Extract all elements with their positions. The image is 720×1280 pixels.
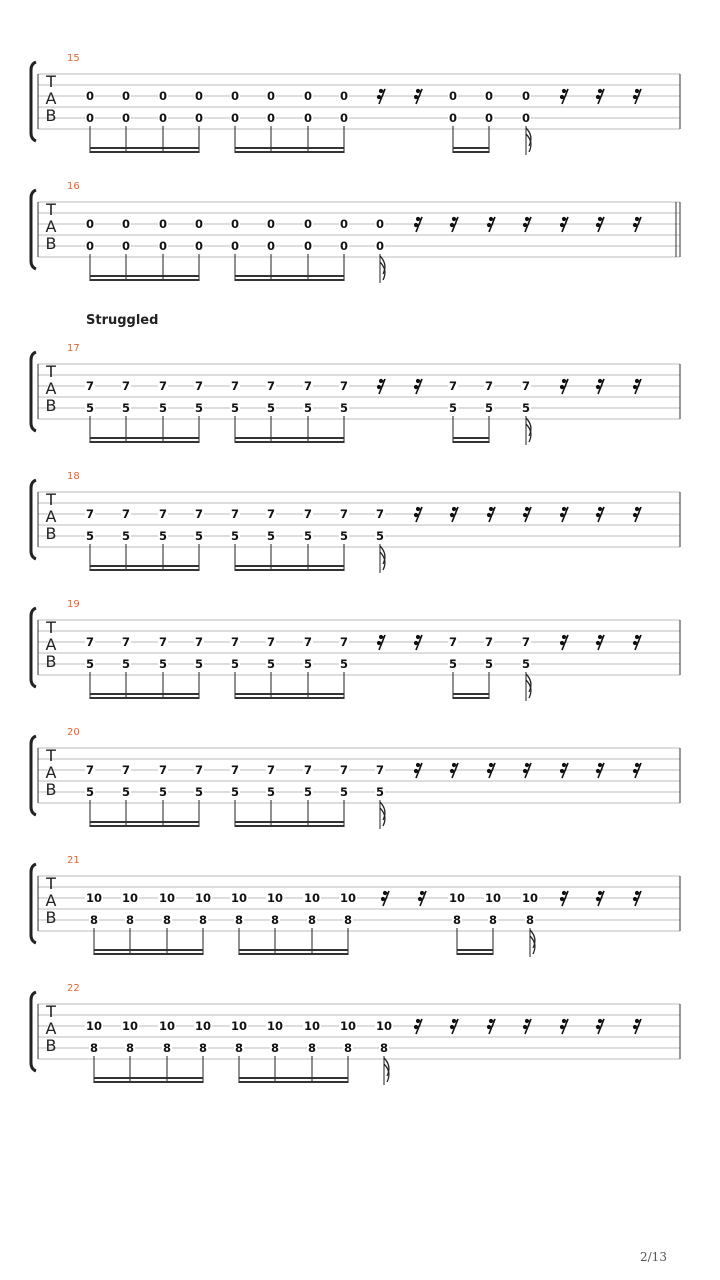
fret-number: 7 bbox=[121, 635, 131, 649]
fret-number: 0 bbox=[484, 111, 494, 125]
fret-number: 8 bbox=[307, 1041, 317, 1055]
fret-number: 0 bbox=[121, 217, 131, 231]
beam-group bbox=[235, 254, 344, 281]
fret-number: 5 bbox=[230, 401, 240, 415]
fret-number: 5 bbox=[121, 657, 131, 671]
fret-number: 0 bbox=[339, 111, 349, 125]
fret-number: 10 bbox=[375, 1019, 393, 1033]
measure-number: 19 bbox=[67, 599, 80, 610]
fret-number: 5 bbox=[85, 785, 95, 799]
fret-number: 8 bbox=[270, 913, 280, 927]
fret-number: 5 bbox=[303, 657, 313, 671]
fret-number: 5 bbox=[303, 529, 313, 543]
fret-number: 7 bbox=[521, 635, 531, 649]
fret-number: 7 bbox=[194, 635, 204, 649]
fret-number: 10 bbox=[194, 891, 212, 905]
fret-number: 5 bbox=[230, 657, 240, 671]
fret-number: 5 bbox=[85, 529, 95, 543]
fret-number: 5 bbox=[194, 401, 204, 415]
system-bracket bbox=[31, 864, 36, 943]
tab-letter-b: B bbox=[45, 908, 57, 927]
tab-letter-t: T bbox=[46, 874, 56, 893]
fret-number: 10 bbox=[448, 891, 466, 905]
tab-letter-t: T bbox=[46, 490, 56, 509]
fret-number: 0 bbox=[230, 239, 240, 253]
fret-number: 0 bbox=[121, 89, 131, 103]
fret-number: 10 bbox=[158, 891, 176, 905]
fret-number: 7 bbox=[448, 379, 458, 393]
fret-number: 10 bbox=[121, 891, 139, 905]
tab-system-19 bbox=[31, 599, 680, 701]
system-bracket bbox=[31, 736, 36, 815]
fret-number: 0 bbox=[158, 111, 168, 125]
fret-number: 10 bbox=[230, 1019, 248, 1033]
fret-number: 10 bbox=[339, 1019, 357, 1033]
beam-group bbox=[94, 1056, 203, 1083]
note-stem-flag bbox=[526, 672, 531, 701]
fret-number: 0 bbox=[266, 111, 276, 125]
fret-number: 0 bbox=[303, 239, 313, 253]
tab-letter-b: B bbox=[45, 106, 57, 125]
fret-number: 10 bbox=[484, 891, 502, 905]
fret-number: 7 bbox=[230, 379, 240, 393]
fret-number: 0 bbox=[448, 89, 458, 103]
fret-number: 7 bbox=[85, 379, 95, 393]
fret-number: 5 bbox=[266, 529, 276, 543]
note-stem-flag bbox=[384, 1056, 389, 1085]
fret-number: 7 bbox=[521, 379, 531, 393]
fret-number: 7 bbox=[121, 379, 131, 393]
fret-number: 0 bbox=[303, 217, 313, 231]
tab-system-16 bbox=[31, 181, 680, 283]
beam-group bbox=[94, 928, 203, 955]
fret-number: 7 bbox=[266, 379, 276, 393]
fret-number: 8 bbox=[452, 913, 462, 927]
fret-number: 5 bbox=[375, 785, 385, 799]
system-bracket bbox=[31, 62, 36, 141]
fret-number: 5 bbox=[121, 401, 131, 415]
fret-number: 0 bbox=[521, 89, 531, 103]
fret-number: 7 bbox=[85, 763, 95, 777]
fret-number: 7 bbox=[230, 763, 240, 777]
fret-number: 5 bbox=[85, 401, 95, 415]
system-bracket bbox=[31, 992, 36, 1071]
beam-group bbox=[453, 416, 489, 443]
fret-number: 0 bbox=[194, 111, 204, 125]
fret-number: 5 bbox=[448, 401, 458, 415]
fret-number: 10 bbox=[303, 891, 321, 905]
fret-number: 7 bbox=[303, 635, 313, 649]
fret-number: 7 bbox=[158, 507, 168, 521]
fret-number: 8 bbox=[270, 1041, 280, 1055]
fret-number: 5 bbox=[521, 657, 531, 671]
fret-number: 8 bbox=[379, 1041, 389, 1055]
fret-number: 7 bbox=[158, 635, 168, 649]
fret-number: 5 bbox=[194, 657, 204, 671]
fret-number: 8 bbox=[234, 913, 244, 927]
fret-number: 0 bbox=[484, 89, 494, 103]
fret-number: 8 bbox=[198, 1041, 208, 1055]
measure-number: 20 bbox=[67, 727, 80, 738]
fret-number: 5 bbox=[230, 785, 240, 799]
fret-number: 8 bbox=[488, 913, 498, 927]
fret-number: 5 bbox=[484, 657, 494, 671]
fret-number: 0 bbox=[85, 239, 95, 253]
note-stem-flag bbox=[526, 126, 531, 155]
measure-number: 16 bbox=[67, 181, 80, 192]
tab-letter-b: B bbox=[45, 652, 57, 671]
tab-letter-a: A bbox=[45, 379, 57, 398]
fret-number: 7 bbox=[266, 763, 276, 777]
tab-letter-a: A bbox=[45, 1019, 57, 1038]
beam-group bbox=[90, 416, 199, 443]
beam-group bbox=[90, 126, 199, 153]
fret-number: 7 bbox=[194, 763, 204, 777]
fret-number: 8 bbox=[343, 1041, 353, 1055]
tab-letter-a: A bbox=[45, 217, 57, 236]
fret-number: 7 bbox=[158, 379, 168, 393]
measure-number: 15 bbox=[67, 53, 80, 64]
fret-number: 5 bbox=[230, 529, 240, 543]
note-stem-flag bbox=[526, 416, 531, 445]
beam-group bbox=[235, 416, 344, 443]
fret-number: 7 bbox=[303, 507, 313, 521]
fret-number: 5 bbox=[266, 657, 276, 671]
fret-number: 7 bbox=[339, 635, 349, 649]
tab-system-21 bbox=[31, 855, 680, 957]
beam-group bbox=[90, 672, 199, 699]
system-bracket bbox=[31, 480, 36, 559]
fret-number: 5 bbox=[339, 401, 349, 415]
fret-number: 5 bbox=[484, 401, 494, 415]
beam-group bbox=[90, 544, 199, 571]
tab-letter-t: T bbox=[46, 1002, 56, 1021]
note-stem-flag bbox=[380, 544, 385, 573]
fret-number: 5 bbox=[303, 401, 313, 415]
fret-number: 7 bbox=[121, 507, 131, 521]
fret-number: 8 bbox=[125, 913, 135, 927]
fret-number: 10 bbox=[194, 1019, 212, 1033]
tab-letter-b: B bbox=[45, 396, 57, 415]
beam-group bbox=[90, 800, 199, 827]
fret-number: 7 bbox=[303, 763, 313, 777]
fret-number: 10 bbox=[521, 891, 539, 905]
tab-letter-b: B bbox=[45, 524, 57, 543]
fret-number: 8 bbox=[525, 913, 535, 927]
fret-number: 7 bbox=[339, 379, 349, 393]
fret-number: 7 bbox=[448, 635, 458, 649]
fret-number: 0 bbox=[230, 217, 240, 231]
measure-number: 17 bbox=[67, 343, 80, 354]
fret-number: 5 bbox=[521, 401, 531, 415]
fret-number: 5 bbox=[303, 785, 313, 799]
fret-number: 0 bbox=[303, 89, 313, 103]
fret-number: 0 bbox=[303, 111, 313, 125]
tab-system-15 bbox=[31, 53, 680, 155]
fret-number: 0 bbox=[521, 111, 531, 125]
note-stem-flag bbox=[380, 800, 385, 829]
fret-number: 0 bbox=[158, 217, 168, 231]
fret-number: 10 bbox=[85, 1019, 103, 1033]
fret-number: 10 bbox=[158, 1019, 176, 1033]
fret-number: 8 bbox=[234, 1041, 244, 1055]
tab-letter-t: T bbox=[46, 746, 56, 765]
fret-number: 0 bbox=[266, 89, 276, 103]
fret-number: 0 bbox=[339, 239, 349, 253]
tab-letter-a: A bbox=[45, 635, 57, 654]
fret-number: 10 bbox=[303, 1019, 321, 1033]
fret-number: 0 bbox=[339, 89, 349, 103]
tab-letter-a: A bbox=[45, 891, 57, 910]
beam-group bbox=[239, 1056, 348, 1083]
fret-number: 7 bbox=[484, 635, 494, 649]
fret-number: 8 bbox=[162, 913, 172, 927]
fret-number: 0 bbox=[194, 89, 204, 103]
fret-number: 7 bbox=[266, 507, 276, 521]
tab-letter-t: T bbox=[46, 72, 56, 91]
fret-number: 0 bbox=[230, 89, 240, 103]
tab-system-22 bbox=[31, 983, 680, 1085]
fret-number: 8 bbox=[307, 913, 317, 927]
fret-number: 5 bbox=[85, 657, 95, 671]
fret-number: 7 bbox=[266, 635, 276, 649]
fret-number: 5 bbox=[339, 785, 349, 799]
fret-number: 8 bbox=[89, 913, 99, 927]
fret-number: 0 bbox=[85, 217, 95, 231]
fret-number: 7 bbox=[375, 763, 385, 777]
tab-letter-t: T bbox=[46, 618, 56, 637]
fret-number: 10 bbox=[339, 891, 357, 905]
fret-number: 8 bbox=[198, 913, 208, 927]
measure-number: 22 bbox=[67, 983, 80, 994]
tab-letter-b: B bbox=[45, 780, 57, 799]
fret-number: 0 bbox=[158, 89, 168, 103]
fret-number: 7 bbox=[339, 507, 349, 521]
fret-number: 7 bbox=[230, 635, 240, 649]
fret-number: 5 bbox=[375, 529, 385, 543]
beam-group bbox=[457, 928, 493, 955]
fret-number: 7 bbox=[375, 507, 385, 521]
fret-number: 10 bbox=[266, 1019, 284, 1033]
fret-number: 0 bbox=[448, 111, 458, 125]
fret-number: 5 bbox=[266, 401, 276, 415]
fret-number: 7 bbox=[303, 379, 313, 393]
tab-letter-a: A bbox=[45, 763, 57, 782]
fret-number: 8 bbox=[343, 913, 353, 927]
fret-number: 10 bbox=[230, 891, 248, 905]
tab-letter-t: T bbox=[46, 200, 56, 219]
fret-number: 10 bbox=[266, 891, 284, 905]
note-stem-flag bbox=[380, 254, 385, 283]
tab-letter-a: A bbox=[45, 507, 57, 526]
system-bracket bbox=[31, 190, 36, 269]
beam-group bbox=[90, 254, 199, 281]
fret-number: 7 bbox=[85, 507, 95, 521]
fret-number: 7 bbox=[230, 507, 240, 521]
fret-number: 7 bbox=[85, 635, 95, 649]
system-bracket bbox=[31, 352, 36, 431]
fret-number: 8 bbox=[162, 1041, 172, 1055]
fret-number: 0 bbox=[375, 217, 385, 231]
fret-number: 5 bbox=[158, 785, 168, 799]
fret-number: 0 bbox=[158, 239, 168, 253]
fret-number: 0 bbox=[266, 239, 276, 253]
fret-number: 7 bbox=[339, 763, 349, 777]
page-number: 2/13 bbox=[640, 1250, 667, 1264]
fret-number: 5 bbox=[121, 785, 131, 799]
tab-system-17 bbox=[31, 343, 680, 445]
fret-number: 5 bbox=[339, 657, 349, 671]
tab-system-20 bbox=[31, 727, 680, 829]
fret-number: 0 bbox=[266, 217, 276, 231]
fret-number: 5 bbox=[194, 529, 204, 543]
fret-number: 5 bbox=[158, 529, 168, 543]
system-bracket bbox=[31, 608, 36, 687]
fret-number: 5 bbox=[158, 401, 168, 415]
fret-number: 7 bbox=[194, 379, 204, 393]
fret-number: 5 bbox=[121, 529, 131, 543]
beam-group bbox=[235, 126, 344, 153]
fret-number: 5 bbox=[194, 785, 204, 799]
fret-number: 8 bbox=[125, 1041, 135, 1055]
fret-number: 5 bbox=[339, 529, 349, 543]
tab-letter-t: T bbox=[46, 362, 56, 381]
section-label: Struggled bbox=[86, 313, 159, 328]
fret-number: 0 bbox=[194, 217, 204, 231]
measure-number: 18 bbox=[67, 471, 80, 482]
fret-number: 10 bbox=[121, 1019, 139, 1033]
tab-letter-b: B bbox=[45, 1036, 57, 1055]
fret-number: 0 bbox=[339, 217, 349, 231]
measure-number: 21 bbox=[67, 855, 80, 866]
fret-number: 5 bbox=[266, 785, 276, 799]
fret-number: 0 bbox=[121, 111, 131, 125]
note-stem-flag bbox=[530, 928, 535, 957]
beam-group bbox=[453, 672, 489, 699]
fret-number: 8 bbox=[89, 1041, 99, 1055]
fret-number: 0 bbox=[230, 111, 240, 125]
fret-number: 7 bbox=[484, 379, 494, 393]
fret-number: 0 bbox=[85, 89, 95, 103]
fret-number: 0 bbox=[375, 239, 385, 253]
beam-group bbox=[235, 800, 344, 827]
fret-number: 0 bbox=[85, 111, 95, 125]
fret-number: 7 bbox=[194, 507, 204, 521]
fret-number: 10 bbox=[85, 891, 103, 905]
tab-letter-a: A bbox=[45, 89, 57, 108]
tab-system-18 bbox=[31, 471, 680, 573]
fret-number: 7 bbox=[121, 763, 131, 777]
fret-number: 5 bbox=[158, 657, 168, 671]
fret-number: 7 bbox=[158, 763, 168, 777]
beam-group bbox=[239, 928, 348, 955]
beam-group bbox=[235, 544, 344, 571]
fret-number: 5 bbox=[448, 657, 458, 671]
fret-number: 0 bbox=[194, 239, 204, 253]
beam-group bbox=[453, 126, 489, 153]
beam-group bbox=[235, 672, 344, 699]
tab-letter-b: B bbox=[45, 234, 57, 253]
fret-number: 0 bbox=[121, 239, 131, 253]
